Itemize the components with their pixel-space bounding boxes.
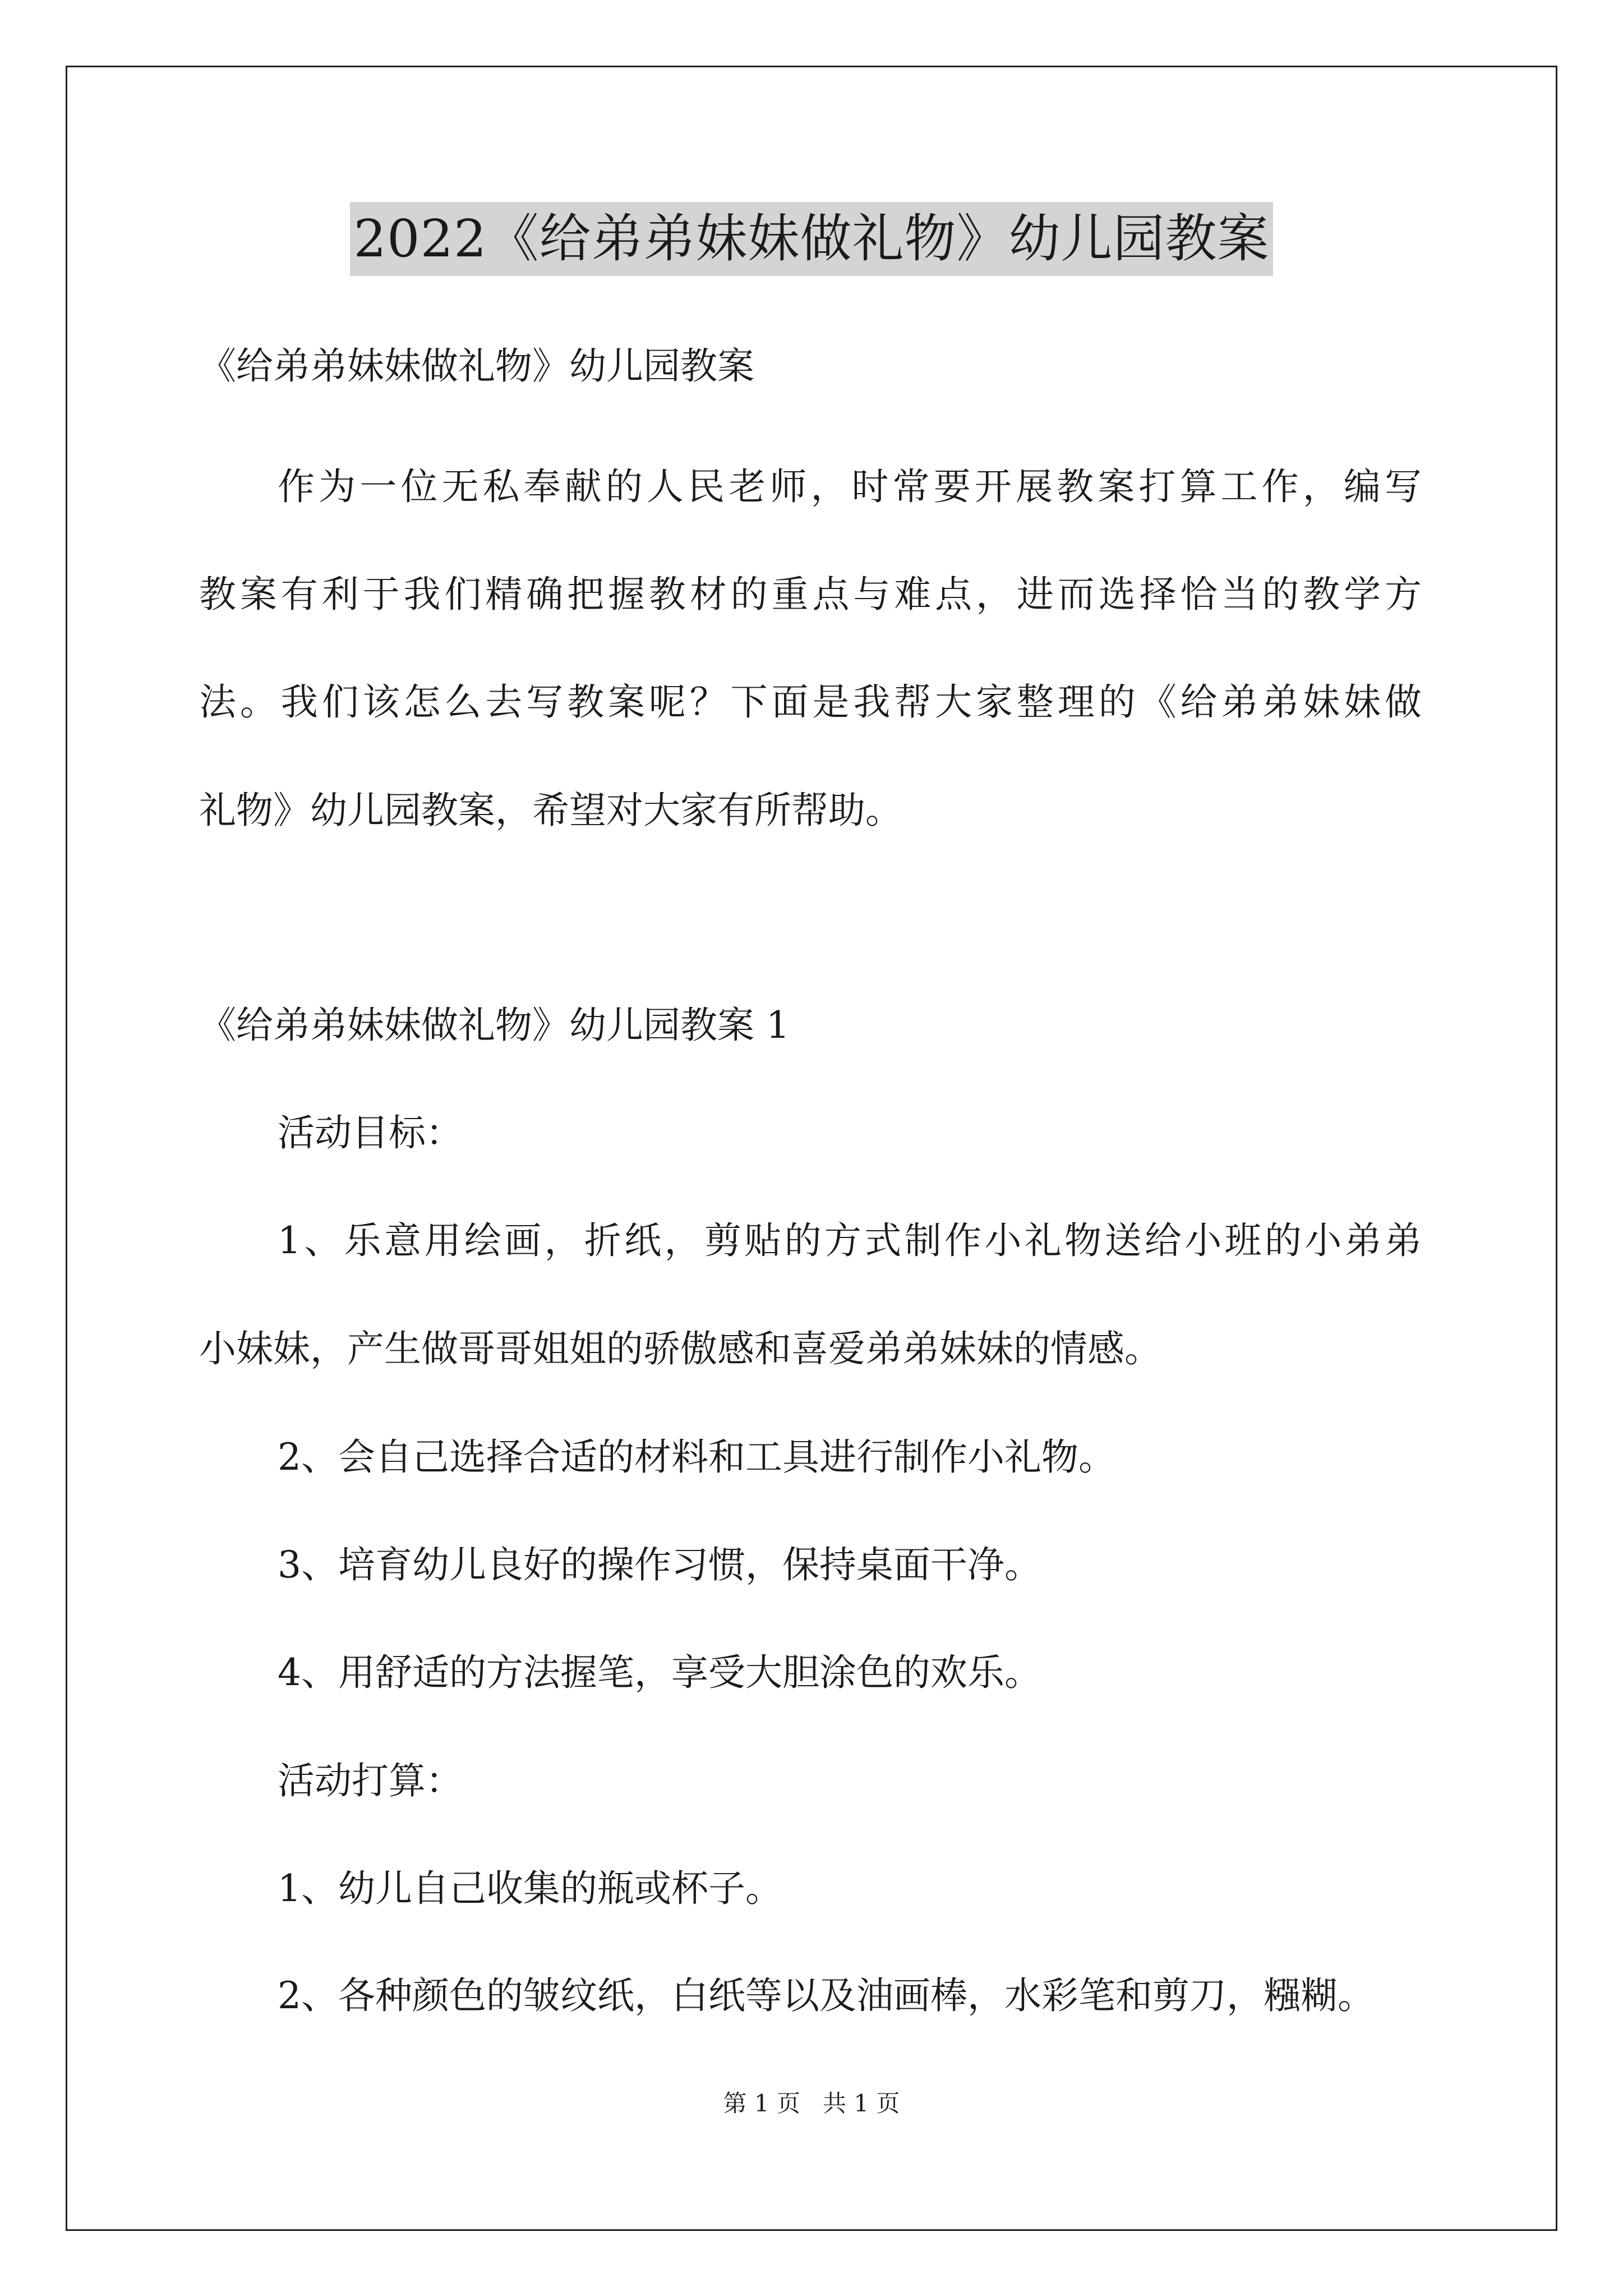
prep-2: 2、各种颜色的皱纹纸，白纸等以及油画棒，水彩笔和剪刀，糨糊。: [278, 1974, 1375, 2017]
document-title: 2022《给弟弟妹妹做礼物》幼儿园教案: [350, 202, 1272, 276]
goals-heading: 活动目标：: [278, 1111, 463, 1154]
goal-2: 2、会自己选择合适的材料和工具进行制作小礼物。: [278, 1435, 1115, 1479]
page-footer: 第 1 页 共 1 页: [723, 2090, 900, 2117]
goal-4: 4、用舒适的方法握笔，享受大胆涂色的欢乐。: [278, 1651, 1041, 1694]
goal-1-line-1: 1、乐意用绘画，折纸，剪贴的方式制作小礼物送给小班的小弟弟: [278, 1219, 1422, 1262]
goal-3: 3、培育幼儿良好的操作习惯，保持桌面干净。: [278, 1543, 1041, 1586]
title-block: [0, 202, 1623, 276]
section-title: 《给弟弟妹妹做礼物》幼儿园教案 1: [199, 1004, 790, 1047]
intro-line-4: 礼物》幼儿园教案，希望对大家有所帮助。: [199, 789, 902, 832]
prep-heading: 活动打算：: [278, 1759, 463, 1802]
intro-line-2: 教案有利于我们精确把握教材的重点与难点，进而选择恰当的教学方: [199, 573, 1422, 616]
goal-1-line-2: 小妹妹，产生做哥哥姐姐的骄傲感和喜爱弟弟妹妹的情感。: [199, 1327, 1161, 1370]
intro-line-3: 法。我们该怎么去写教案呢？下面是我帮大家整理的《给弟弟妹妹做: [199, 680, 1422, 724]
prep-1: 1、幼儿自己收集的瓶或杯子。: [278, 1867, 782, 1910]
document-subtitle: 《给弟弟妹妹做礼物》幼儿园教案: [199, 344, 754, 388]
intro-line-1: 作为一位无私奉献的人民老师，时常要开展教案打算工作，编写: [278, 465, 1422, 508]
